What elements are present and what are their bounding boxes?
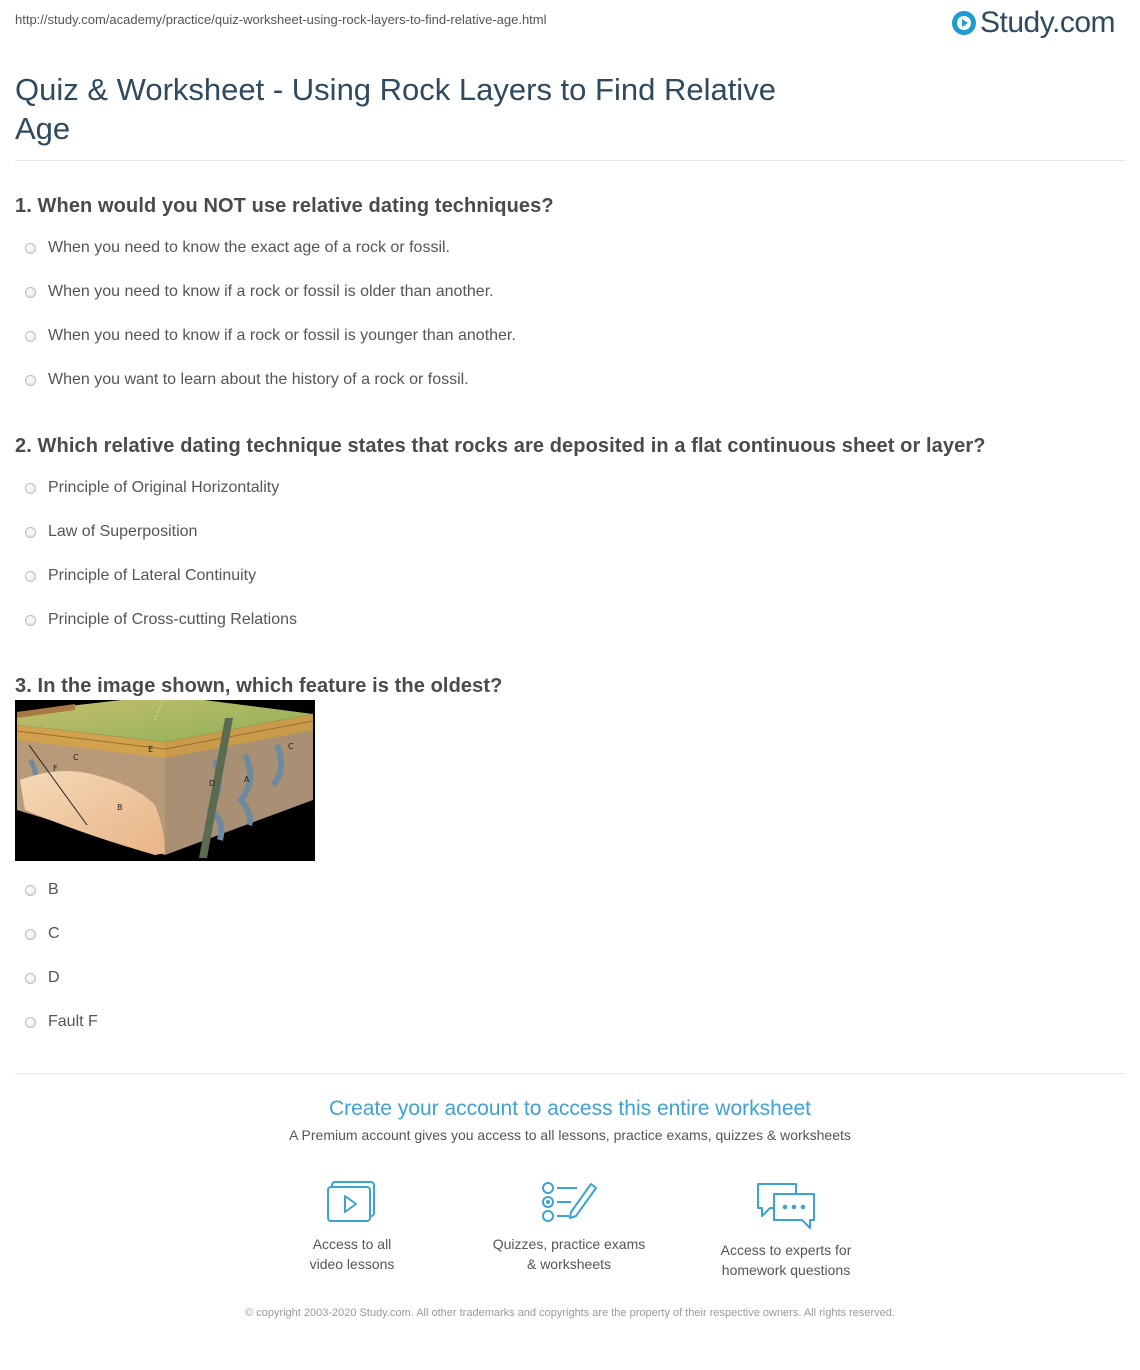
question-2-answer-4[interactable] xyxy=(25,611,297,629)
feature-label-line1: Access to all xyxy=(312,1236,392,1252)
question-1-answer-2[interactable] xyxy=(25,283,494,301)
header-divider xyxy=(15,160,1125,161)
feature-experts xyxy=(686,1180,886,1280)
radio-button[interactable] xyxy=(25,287,36,298)
radio-button[interactable] xyxy=(25,615,36,626)
question-2-answer-3[interactable] xyxy=(25,567,256,585)
diagram-label: E xyxy=(148,745,154,754)
radio-button[interactable] xyxy=(25,483,36,494)
radio-button[interactable] xyxy=(25,885,36,896)
quizzes-icon xyxy=(541,1180,597,1224)
diagram-label: C xyxy=(73,753,79,762)
radio-button[interactable] xyxy=(25,973,36,984)
radio-button[interactable] xyxy=(25,571,36,582)
cta-subtitle: A Premium account gives you access to all lessons, practice exams, quizzes & worksheets xyxy=(289,1127,851,1143)
cta-divider xyxy=(15,1073,1125,1074)
question-1-answer-1[interactable] xyxy=(25,239,450,257)
copyright-notice: © copyright 2003-2020 Study.com. All other trademarks and copyrights are the property of their respective owners. All rights reserved. xyxy=(245,1307,895,1319)
rock-layers-diagram xyxy=(15,700,315,861)
diagram-label: B xyxy=(117,803,123,812)
answer-label: C xyxy=(48,925,60,942)
diagram-label: F xyxy=(53,764,58,773)
question-3-title: 3. In the image shown, which feature is the oldest? xyxy=(15,675,503,697)
answer-label: D xyxy=(48,969,60,986)
page-title: Quiz & Worksheet - Using Rock Layers to Find Relative Age xyxy=(15,72,776,146)
question-1-title: 1. When would you NOT use relative dating techniques? xyxy=(15,195,554,217)
answer-label: Principle of Cross-cutting Relations xyxy=(48,611,297,628)
question-3-answer-1[interactable] xyxy=(25,881,59,899)
play-logo-icon xyxy=(952,11,976,35)
diagram-label: D xyxy=(209,779,216,788)
question-1-answer-3[interactable] xyxy=(25,327,516,345)
question-3-answer-2[interactable] xyxy=(25,925,60,943)
video-lessons-icon xyxy=(326,1180,378,1224)
question-1-answer-4[interactable] xyxy=(25,371,469,389)
feature-label-line1: Access to experts for xyxy=(720,1242,852,1258)
question-3-answer-3[interactable] xyxy=(25,969,60,987)
radio-button[interactable] xyxy=(25,929,36,940)
diagram-label: C xyxy=(288,742,294,751)
feature-label-line1: Quizzes, practice exams xyxy=(492,1236,646,1252)
answer-label: B xyxy=(48,881,59,898)
answer-label: When you need to know if a rock or fossil is younger than another. xyxy=(48,327,516,344)
answer-label: Fault F xyxy=(48,1013,98,1030)
answer-label: Law of Superposition xyxy=(48,523,198,540)
logo-text: Study.com xyxy=(980,6,1115,39)
question-2-answer-1[interactable] xyxy=(25,479,279,497)
study-logo[interactable] xyxy=(952,6,1115,40)
question-2-title: 2. Which relative dating technique states that rocks are deposited in a flat continuous sheet or layer? xyxy=(15,435,986,457)
experts-chat-icon xyxy=(754,1180,818,1230)
radio-button[interactable] xyxy=(25,331,36,342)
radio-button[interactable] xyxy=(25,375,36,386)
diagram-label: A xyxy=(244,775,250,784)
answer-label: Principle of Lateral Continuity xyxy=(48,567,257,584)
radio-button[interactable] xyxy=(25,527,36,538)
feature-video-lessons xyxy=(252,1180,452,1274)
feature-label-line2: video lessons xyxy=(309,1256,395,1272)
page-url: http://study.com/academy/practice/quiz-worksheet-using-rock-layers-to-find-relative-age.html xyxy=(15,12,547,27)
question-2-answer-2[interactable] xyxy=(25,523,197,541)
radio-button[interactable] xyxy=(25,1017,36,1028)
answer-label: When you want to learn about the history of a rock or fossil. xyxy=(48,371,469,388)
answer-label: When you need to know the exact age of a rock or fossil. xyxy=(48,239,450,256)
answer-label: When you need to know if a rock or fossil is older than another. xyxy=(48,283,494,300)
answer-label: Principle of Original Horizontality xyxy=(48,479,280,496)
feature-label-line2: homework questions xyxy=(721,1262,851,1278)
question-3-answer-4[interactable] xyxy=(25,1013,98,1031)
feature-quizzes xyxy=(469,1180,669,1274)
create-account-link[interactable]: Create your account to access this entire worksheet xyxy=(328,1097,812,1120)
radio-button[interactable] xyxy=(25,243,36,254)
feature-label-line2: & worksheets xyxy=(526,1256,612,1272)
